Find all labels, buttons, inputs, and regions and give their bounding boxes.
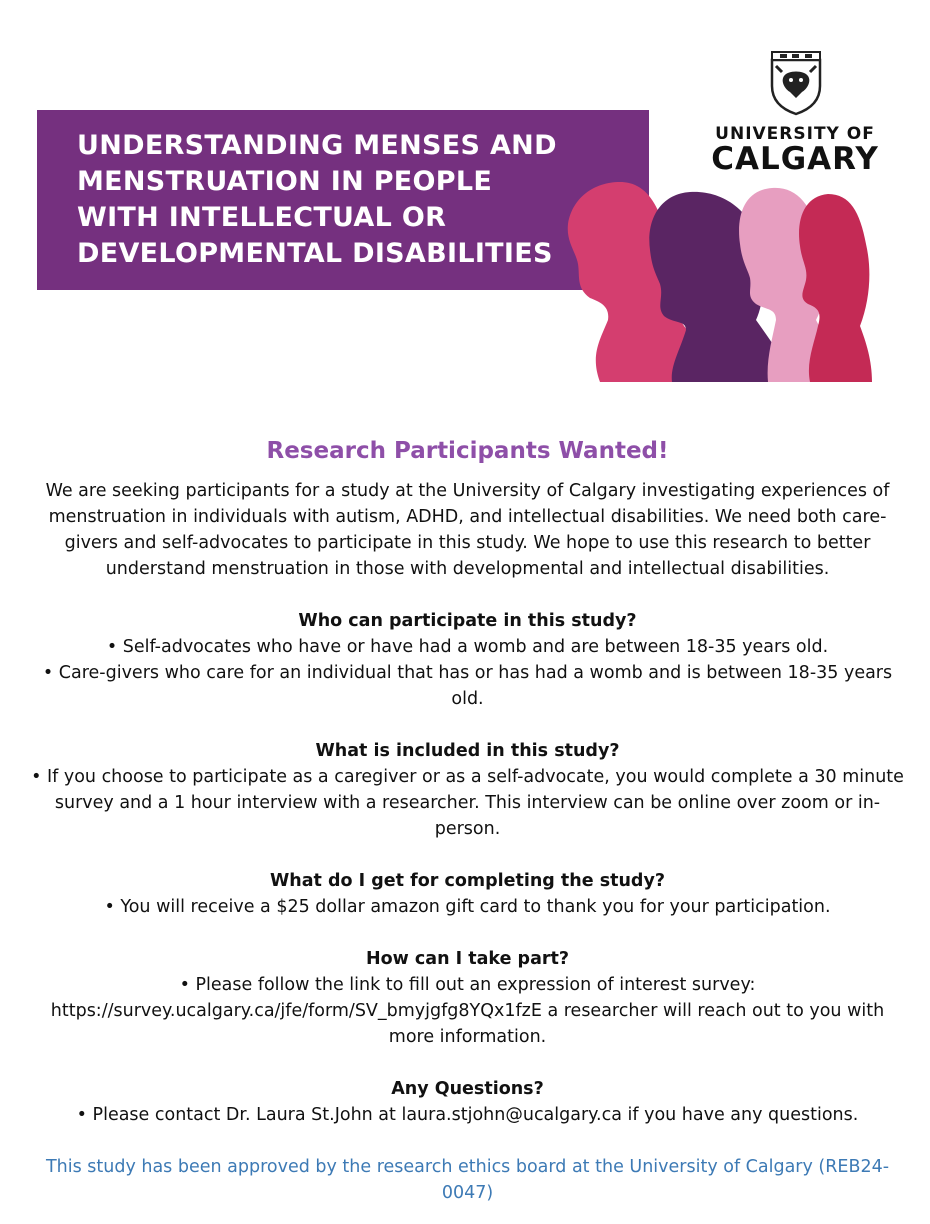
section-question: How can I take part?: [365, 949, 570, 969]
women-silhouettes-illustration: [560, 180, 880, 382]
section-question: What is included in this study?: [315, 741, 620, 761]
section-question: Who can participate in this study?: [298, 611, 637, 631]
title-banner: [37, 110, 649, 290]
banner-title-line: WITH INTELLECTUAL OR: [77, 202, 447, 233]
spacer: [30, 1128, 905, 1154]
spacer: [30, 1050, 905, 1076]
spacer: [30, 712, 905, 738]
spacer: [30, 920, 905, 946]
section-question: What do I get for completing the study?: [269, 871, 666, 891]
spacer: [30, 582, 905, 608]
section-bullet: • Self-advocates who have or have had a womb and are between 18-35 years old.: [106, 637, 829, 657]
ethics-approval-note: This study has been approved by the research ethics board at the University of Calgary (REB24-0047): [45, 1157, 890, 1203]
section-question: Any Questions?: [391, 1079, 544, 1099]
university-crest-icon: [768, 50, 824, 116]
university-logo: [700, 44, 890, 184]
section-bullet: • Care-givers who care for an individual that has or has had a womb and is between 18-35 years old.: [42, 663, 893, 709]
headline: Research Participants Wanted!: [266, 438, 669, 464]
flyer-body: [30, 434, 905, 1206]
banner-title-line: MENSTRUATION IN PEOPLE: [77, 166, 493, 197]
logo-calgary: CALGARY: [711, 141, 879, 177]
section-bullet: • Please contact Dr. Laura St.John at laura.stjohn@ucalgary.ca if you have any questions.: [76, 1105, 859, 1125]
intro-paragraph: We are seeking participants for a study at the University of Calgary investigating experiences of menstruation in individuals with autism, ADHD, and intellectual disabilities. We need both care-givers and self-advocates to participate in this study. We hope to use this research to better understand menstruation in those with developmental and intellectual disabilities.: [45, 481, 890, 579]
banner-title-line: DEVELOPMENTAL DISABILITIES: [77, 238, 553, 269]
banner-title: [77, 128, 637, 272]
section-bullet: • If you choose to participate as a caregiver or as a self-advocate, you would complete a 30 minute survey and a 1 hour interview with a researcher. This interview can be online over zoom or in-person.: [31, 767, 904, 839]
section-bullet: • Please follow the link to fill out an expression of interest survey: https://survey.ucalgary.ca/jfe/form/SV_bmyjgfg8YQx1fzE a researcher will reach out to you with more information.: [50, 975, 885, 1047]
logo-university-of: UNIVERSITY OF: [715, 124, 875, 144]
spacer: [30, 842, 905, 868]
banner-title-line: UNDERSTANDING MENSES AND: [77, 130, 557, 161]
section-bullet: • You will receive a $25 dollar amazon gift card to thank you for your participation.: [104, 897, 831, 917]
